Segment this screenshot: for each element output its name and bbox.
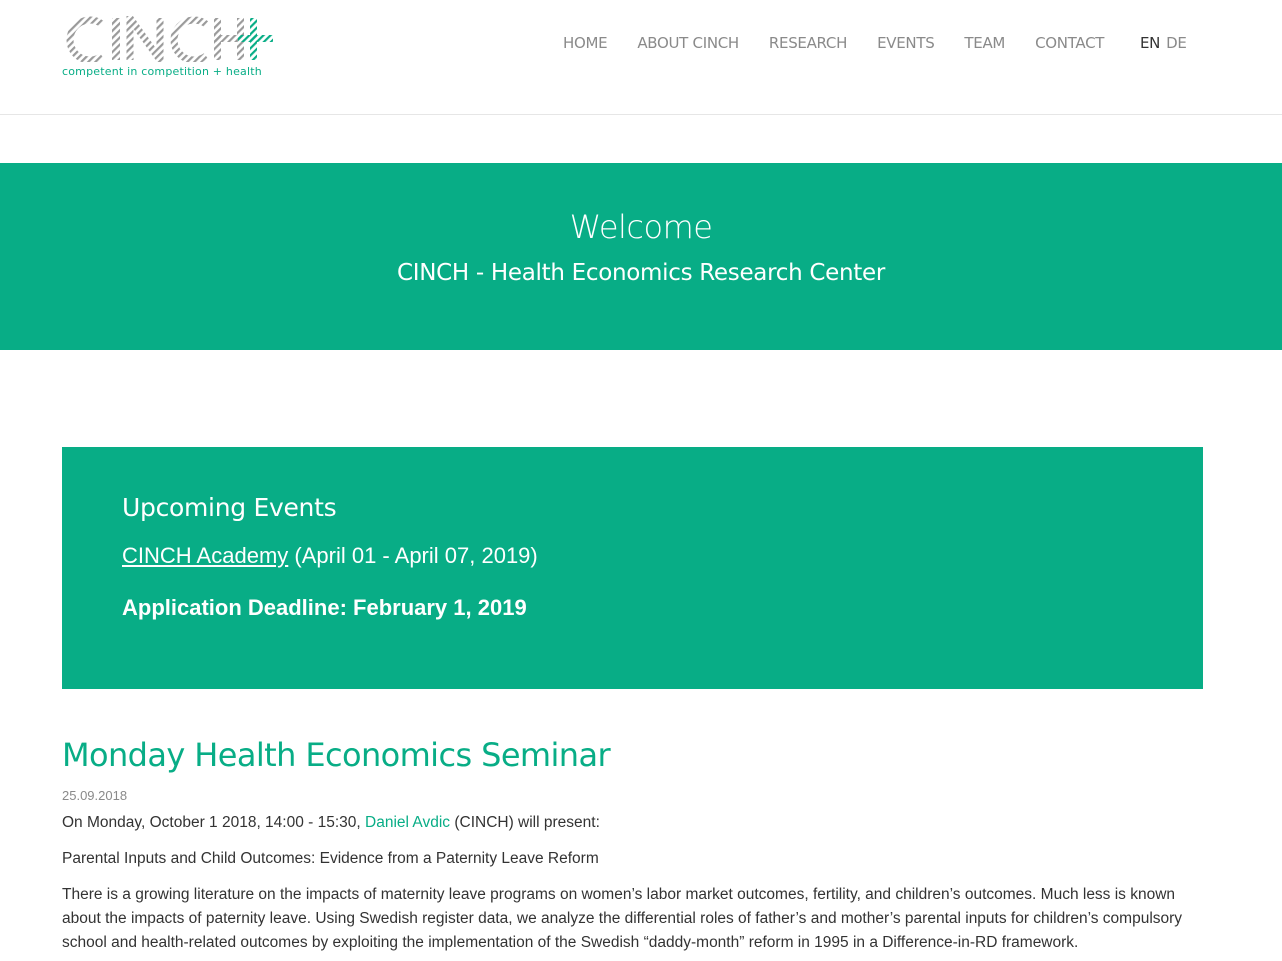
site-header bbox=[0, 0, 1282, 115]
seminar-intro-after: (CINCH) will present: bbox=[450, 814, 600, 831]
cinch-academy-link[interactable]: CINCH Academy bbox=[122, 543, 289, 568]
nav-item-events[interactable]: EVENTS bbox=[877, 34, 935, 52]
cinch-logo-wordmark bbox=[62, 16, 274, 62]
seminar-intro bbox=[62, 811, 1207, 835]
academy-event-line bbox=[122, 541, 538, 571]
seminar-date: 25.09.2018 bbox=[62, 788, 128, 803]
seminar-abstract: There is a growing literature on the impacts of maternity leave programs on women’s labor market outcomes, fertility, and children’s outcomes. Much less is known about the impacts of paternity leave. Using Swedish register data, we analyze the differential roles of father’s and mother’s parental inputs for children’s compulsory school and health-related outcomes by exploiting the implementation of the Swedish “daddy-month” reform in 1995 in a Difference-in-RD framework. bbox=[62, 886, 1183, 951]
hero-title: Welcome bbox=[569, 208, 713, 246]
main-nav bbox=[563, 33, 1134, 53]
upcoming-events-heading: Upcoming Events bbox=[122, 493, 337, 522]
presenter-link[interactable]: Daniel Avdic bbox=[365, 814, 451, 831]
cinch-logo[interactable] bbox=[62, 16, 274, 78]
nav-item-team[interactable]: TEAM bbox=[964, 34, 1006, 52]
hero-banner bbox=[0, 163, 1282, 350]
lang-en[interactable]: EN bbox=[1140, 34, 1161, 52]
application-deadline: Application Deadline: February 1, 2019 bbox=[122, 595, 527, 620]
nav-item-home[interactable]: HOME bbox=[563, 34, 608, 52]
hero-subtitle: CINCH - Health Economics Research Center bbox=[396, 260, 885, 286]
seminar-title[interactable]: Monday Health Economics Seminar bbox=[62, 736, 611, 774]
logo-tagline: competent in competition + health bbox=[62, 65, 262, 78]
nav-item-contact[interactable]: CONTACT bbox=[1035, 34, 1105, 52]
seminar-paper-title: Parental Inputs and Child Outcomes: Evidence from a Paternity Leave Reform bbox=[62, 850, 599, 867]
seminar-intro-before: On Monday, October 1 2018, 14:00 - 15:30, bbox=[62, 814, 366, 831]
upcoming-events-box bbox=[62, 447, 1203, 689]
nav-item-about-cinch[interactable]: ABOUT CINCH bbox=[637, 34, 739, 52]
academy-dates: (April 01 - April 07, 2019) bbox=[288, 543, 538, 568]
nav-item-research[interactable]: RESEARCH bbox=[768, 34, 848, 52]
language-switcher bbox=[1140, 33, 1193, 53]
lang-de[interactable]: DE bbox=[1166, 34, 1187, 52]
